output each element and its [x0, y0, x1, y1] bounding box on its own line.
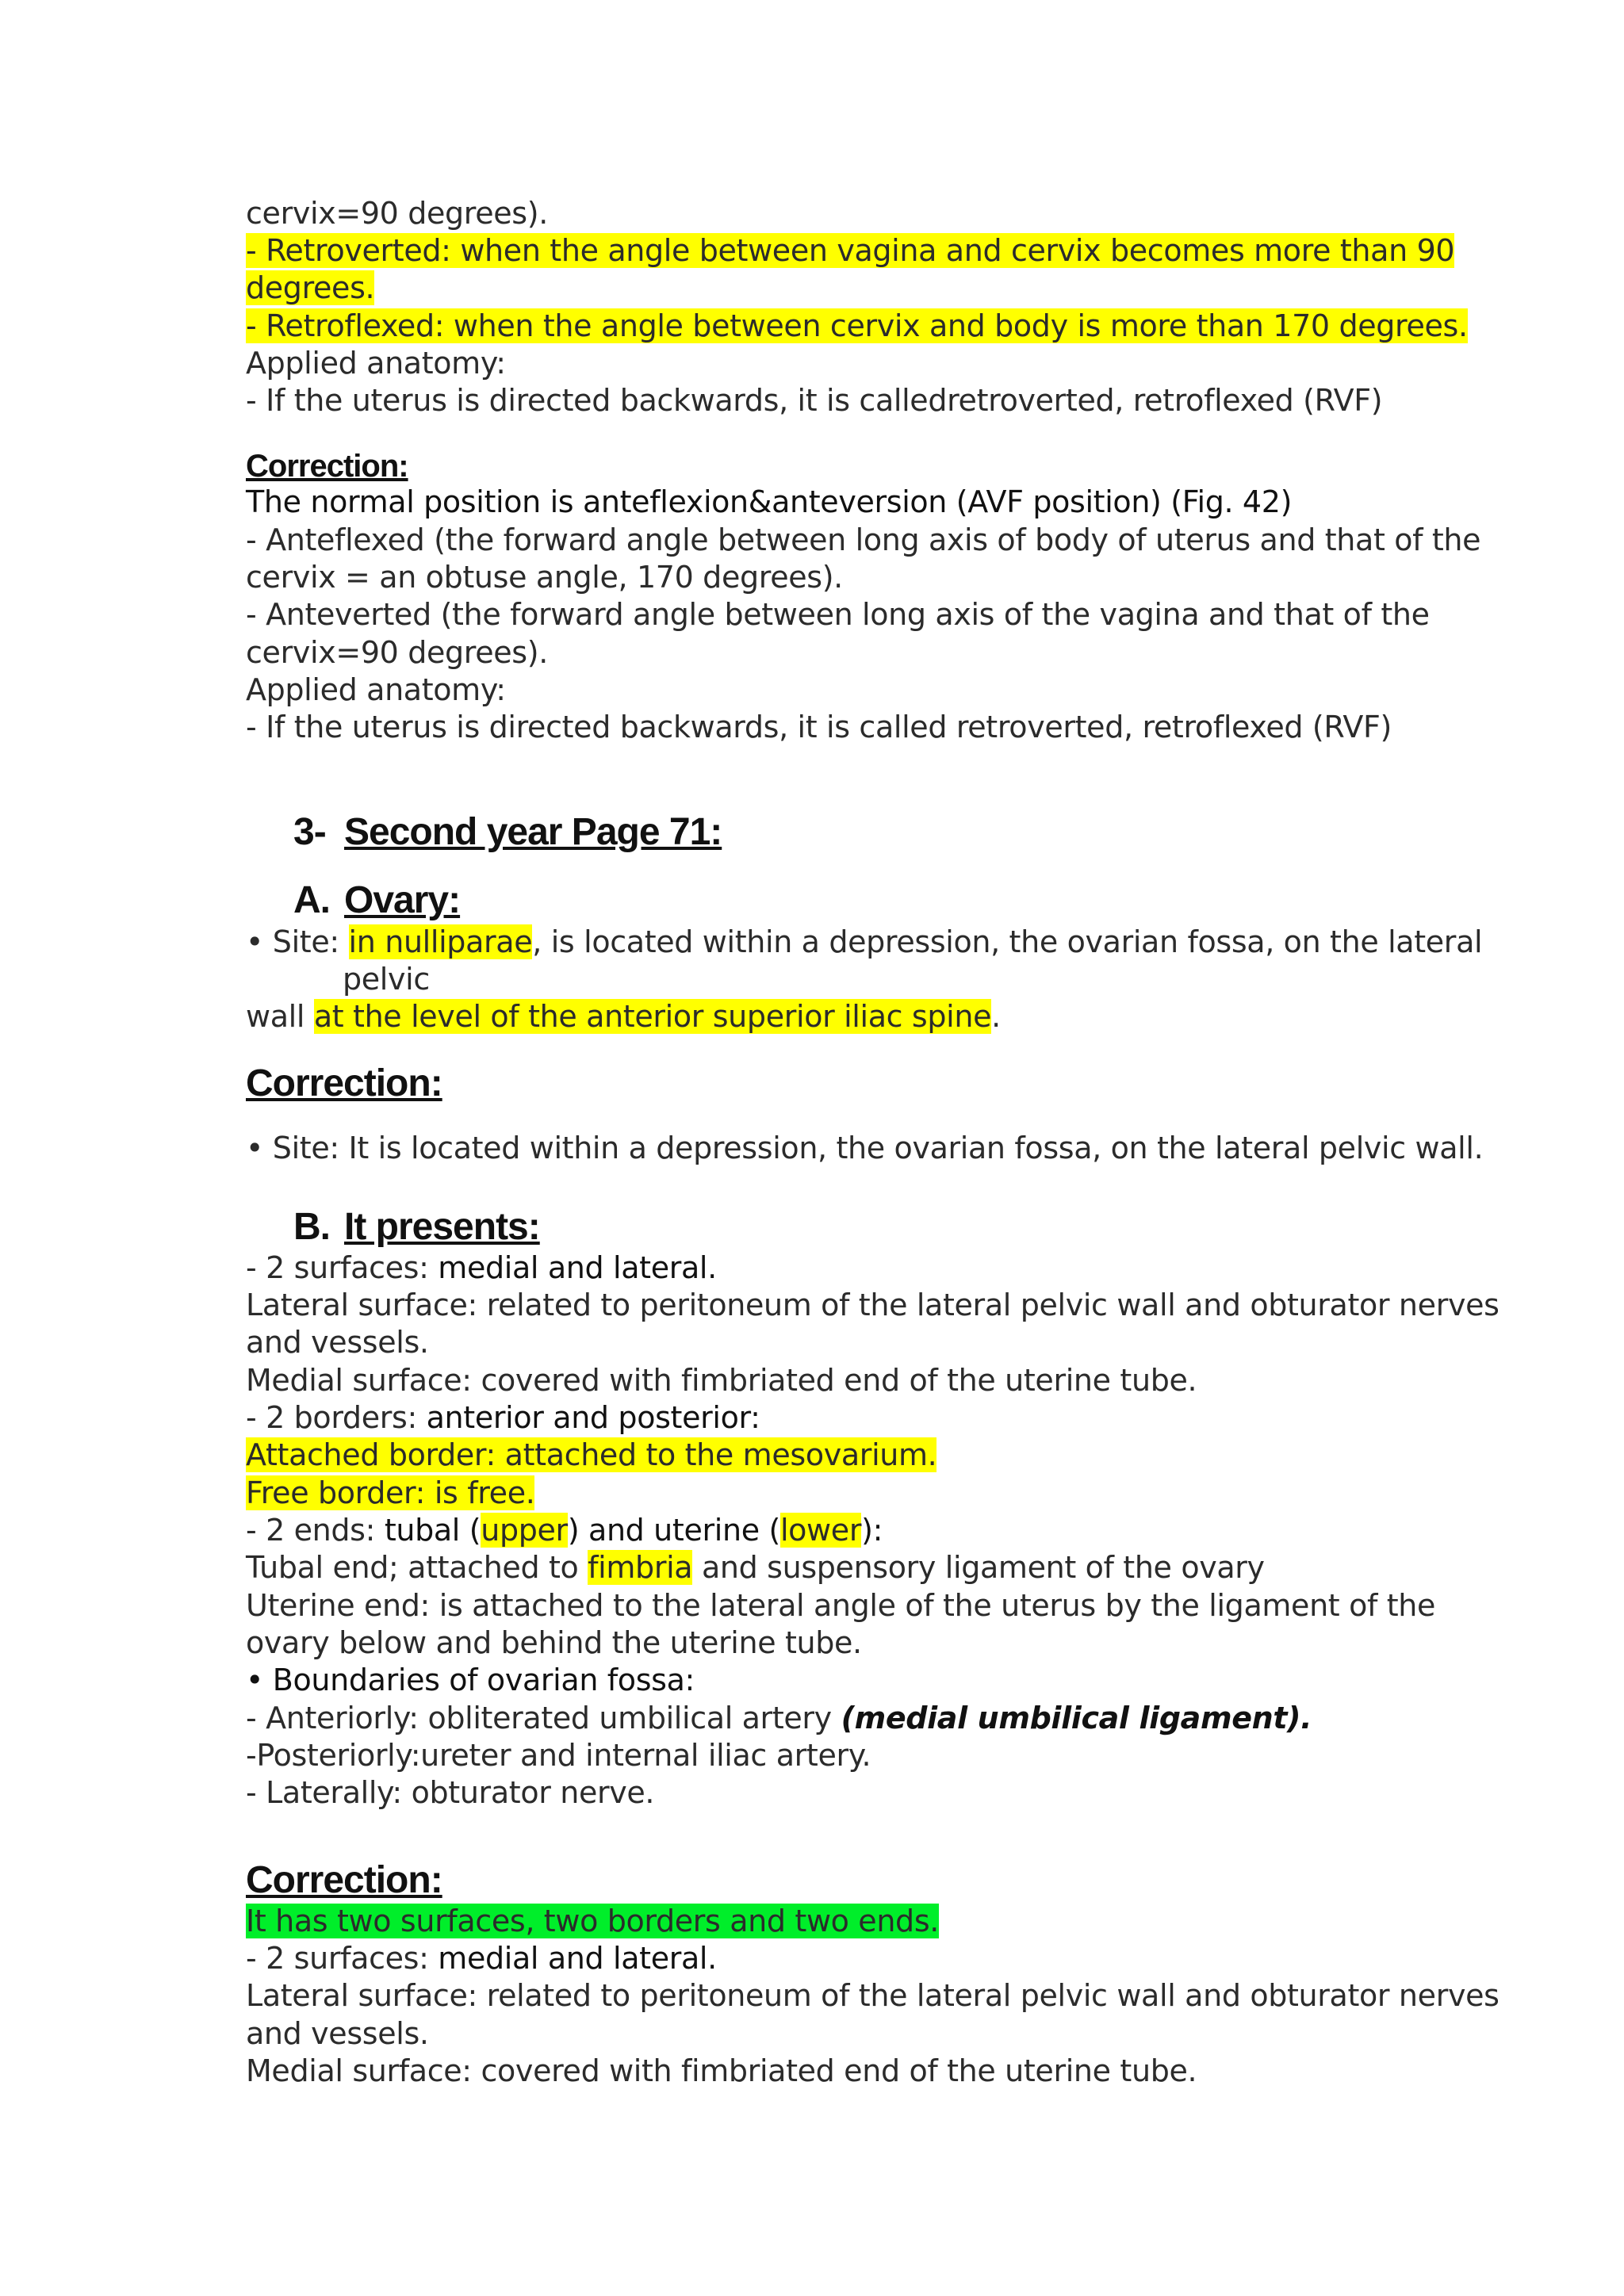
text-line: Lateral surface: related to peritoneum of the lateral pelvic wall and obturator nerves — [246, 1288, 1500, 1322]
text-line — [246, 232, 1454, 270]
text-line: Medial surface: covered with fimbriated end of the uterine tube. — [246, 2053, 1197, 2088]
text-line — [246, 1940, 717, 1977]
heading-number: A. — [293, 879, 330, 921]
highlight-yellow: degrees. — [246, 270, 375, 305]
subsection-heading — [293, 1204, 540, 1250]
text-span: - 2 surfaces: — [246, 1250, 439, 1285]
highlight-yellow: upper — [481, 1513, 568, 1548]
text-line — [246, 1700, 1312, 1737]
text-line: Applied anatomy: — [246, 672, 506, 707]
text-line — [246, 270, 374, 307]
section-heading — [293, 809, 722, 855]
heading-title: Ovary: — [344, 879, 461, 921]
text-line — [246, 1249, 717, 1287]
correction-heading: Correction: — [246, 1859, 442, 1901]
heading-title: Second year Page 71: — [344, 811, 722, 853]
text-span: - 2 surfaces: — [246, 1941, 439, 1976]
text-line: Uterine end: is attached to the lateral angle of the uterus by the ligament of the — [246, 1588, 1436, 1623]
text-line: Medial surface: covered with fimbriated end of the uterine tube. — [246, 1363, 1197, 1398]
correction-heading: Correction: — [246, 449, 408, 484]
text-line: - Laterally: obturator nerve. — [246, 1775, 655, 1810]
text-line — [246, 1549, 1265, 1586]
text-span: ): — [861, 1513, 883, 1548]
text-span: - 2 ends: — [246, 1513, 385, 1548]
text-line: • Boundaries of ovarian fossa: — [246, 1663, 695, 1697]
text-line: - If the uterus is directed backwards, it is called retroverted, retroflexed (RVF) — [246, 710, 1392, 744]
highlight-yellow: - Retroflexed: when the angle between cervix and body is more than 170 degrees. — [246, 308, 1468, 343]
text-span: - 2 borders: — [246, 1400, 427, 1435]
correction-heading: Correction: — [246, 1062, 442, 1104]
text-span: medial and lateral. — [438, 1941, 717, 1976]
highlight-yellow: Free border: is free. — [246, 1475, 535, 1510]
text-line: and vessels. — [246, 2016, 429, 2051]
text-span: ) and uterine ( — [567, 1513, 780, 1548]
text-line: cervix=90 degrees). — [246, 196, 548, 231]
text-line: The normal position is anteflexion&anteversion (AVF position) (Fig. 42) — [246, 484, 1293, 519]
text-line: -Posteriorly:ureter and internal iliac artery. — [246, 1738, 871, 1773]
highlight-yellow: - Retroverted: when the angle between vagina and cervix becomes more than 90 — [246, 233, 1455, 268]
highlight-yellow: lower — [779, 1513, 862, 1548]
text-line: cervix = an obtuse angle, 170 degrees). — [246, 560, 843, 595]
text-span: , is located within a depression, the ovarian fossa, on the lateral — [532, 924, 1483, 959]
text-line — [246, 1437, 936, 1474]
text-line: - If the uterus is directed backwards, it is calledretroverted, retroflexed (RVF) — [246, 383, 1383, 418]
text-span: Tubal end; attached to — [246, 1550, 588, 1585]
heading-number: 3- — [293, 811, 326, 853]
text-line: cervix=90 degrees). — [246, 635, 548, 670]
heading-title: It presents: — [344, 1206, 540, 1248]
text-span: anterior and posterior: — [426, 1400, 760, 1435]
text-span: - Anteriorly: obliterated umbilical artery — [246, 1701, 841, 1735]
text-line: pelvic — [343, 962, 430, 997]
text-span: . — [991, 999, 1001, 1034]
highlight-yellow: fimbria — [588, 1550, 693, 1585]
bold-italic-text: (medial umbilical ligament). — [841, 1701, 1312, 1735]
text-line: - Anteverted (the forward angle between long axis of the vagina and that of the — [246, 597, 1430, 632]
text-line — [246, 924, 1482, 961]
text-line: and vessels. — [246, 1325, 429, 1360]
text-line — [246, 308, 1468, 345]
subsection-heading — [293, 878, 460, 924]
text-line: ovary below and behind the uterine tube. — [246, 1625, 862, 1660]
text-span: and suspensory ligament of the ovary — [692, 1550, 1265, 1585]
text-span: tubal ( — [384, 1513, 481, 1548]
text-span: medial and lateral. — [438, 1250, 717, 1285]
text-line: Lateral surface: related to peritoneum of the lateral pelvic wall and obturator nerves — [246, 1978, 1500, 2013]
text-line — [246, 998, 1001, 1035]
text-line — [246, 1512, 883, 1549]
highlight-yellow: in nulliparae — [348, 924, 533, 959]
text-line — [246, 1475, 534, 1512]
highlight-yellow: at the level of the anterior superior iliac spine — [313, 999, 992, 1034]
text-line — [246, 1399, 760, 1437]
text-span: • Site: — [246, 924, 349, 959]
text-line — [246, 1903, 939, 1940]
heading-number: B. — [293, 1206, 330, 1248]
text-span: wall — [246, 999, 314, 1034]
text-line: - Anteflexed (the forward angle between long axis of body of uterus and that of the — [246, 522, 1481, 557]
text-line: • Site: It is located within a depression, the ovarian fossa, on the lateral pelvic wall. — [246, 1131, 1484, 1165]
highlight-green: It has two surfaces, two borders and two ends. — [246, 1904, 940, 1938]
highlight-yellow: Attached border: attached to the mesovarium. — [246, 1437, 937, 1472]
text-line: Applied anatomy: — [246, 346, 506, 381]
